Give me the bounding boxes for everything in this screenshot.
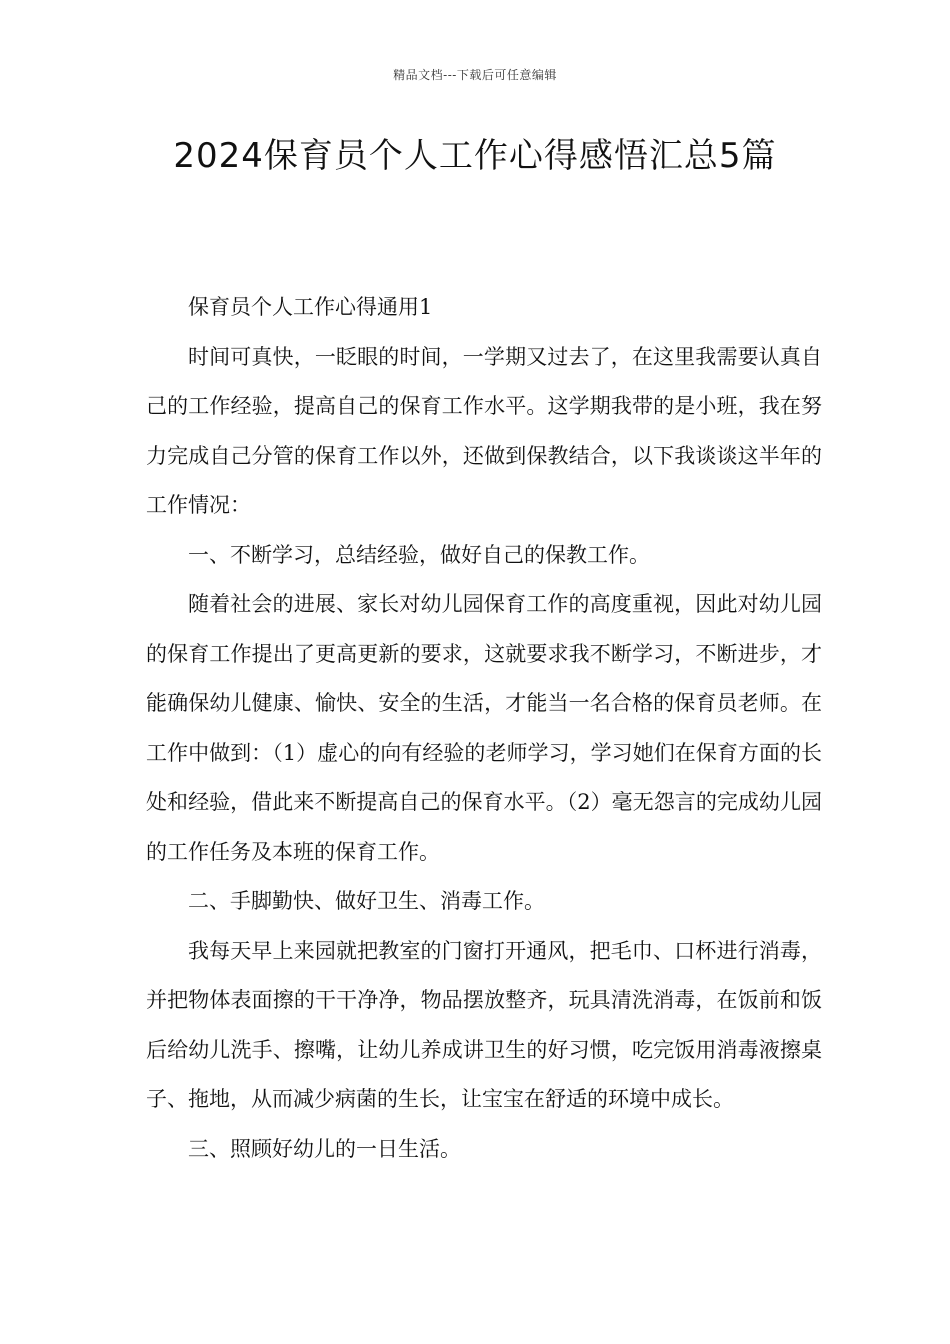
body-paragraph: 随着社会的进展、家长对幼儿园保育工作的高度重视，因此对幼儿园的保育工作提出了更高更新的要求，这就要求我不断学习，不断进步，才能确保幼儿健康、愉快、安全的生活，才能当一名合格的保育员老师。在工作中做到：（1）虚心的向有经验的老师学习，学习她们在保育方面的长处和经验，借此来不断提高自己的保育水平。（2）毫无怨言的完成幼儿园的工作任务及本班的保育工作。 [146,592,822,864]
body-paragraph: 我每天早上来园就把教室的门窗打开通风，把毛巾、口杯进行消毒，并把物体表面擦的干干净净，物品摆放整齐，玩具清洗消毒，在饭前和饭后给幼儿洗手、擦嘴，让幼儿养成讲卫生的好习惯，吃完饭用消毒液擦桌子、拖地，从而减少病菌的生长，让宝宝在舒适的环境中成长。 [146,938,822,1111]
section-heading: 保育员个人工作心得通用1 [188,295,433,319]
body-paragraph: 时间可真快，一眨眼的时间，一学期又过去了，在这里我需要认真自己的工作经验，提高自己的保育工作水平。这学期我带的是小班，我在努力完成自己分管的保育工作以外，还做到保教结合，以下我谈谈这半年的工作情况： [146,344,822,517]
section-heading: 三、照顾好幼儿的一日生活。 [188,1136,461,1161]
header-note: 精品文档---下载后可任意编辑 [393,68,557,82]
section-heading: 一、不断学习，总结经验，做好自己的保教工作。 [188,542,650,567]
section-heading: 二、手脚勤快、做好卫生、消毒工作。 [188,889,545,913]
document-title: 2024保育员个人工作心得感悟汇总5篇 [173,136,777,176]
document-body [146,283,822,1174]
